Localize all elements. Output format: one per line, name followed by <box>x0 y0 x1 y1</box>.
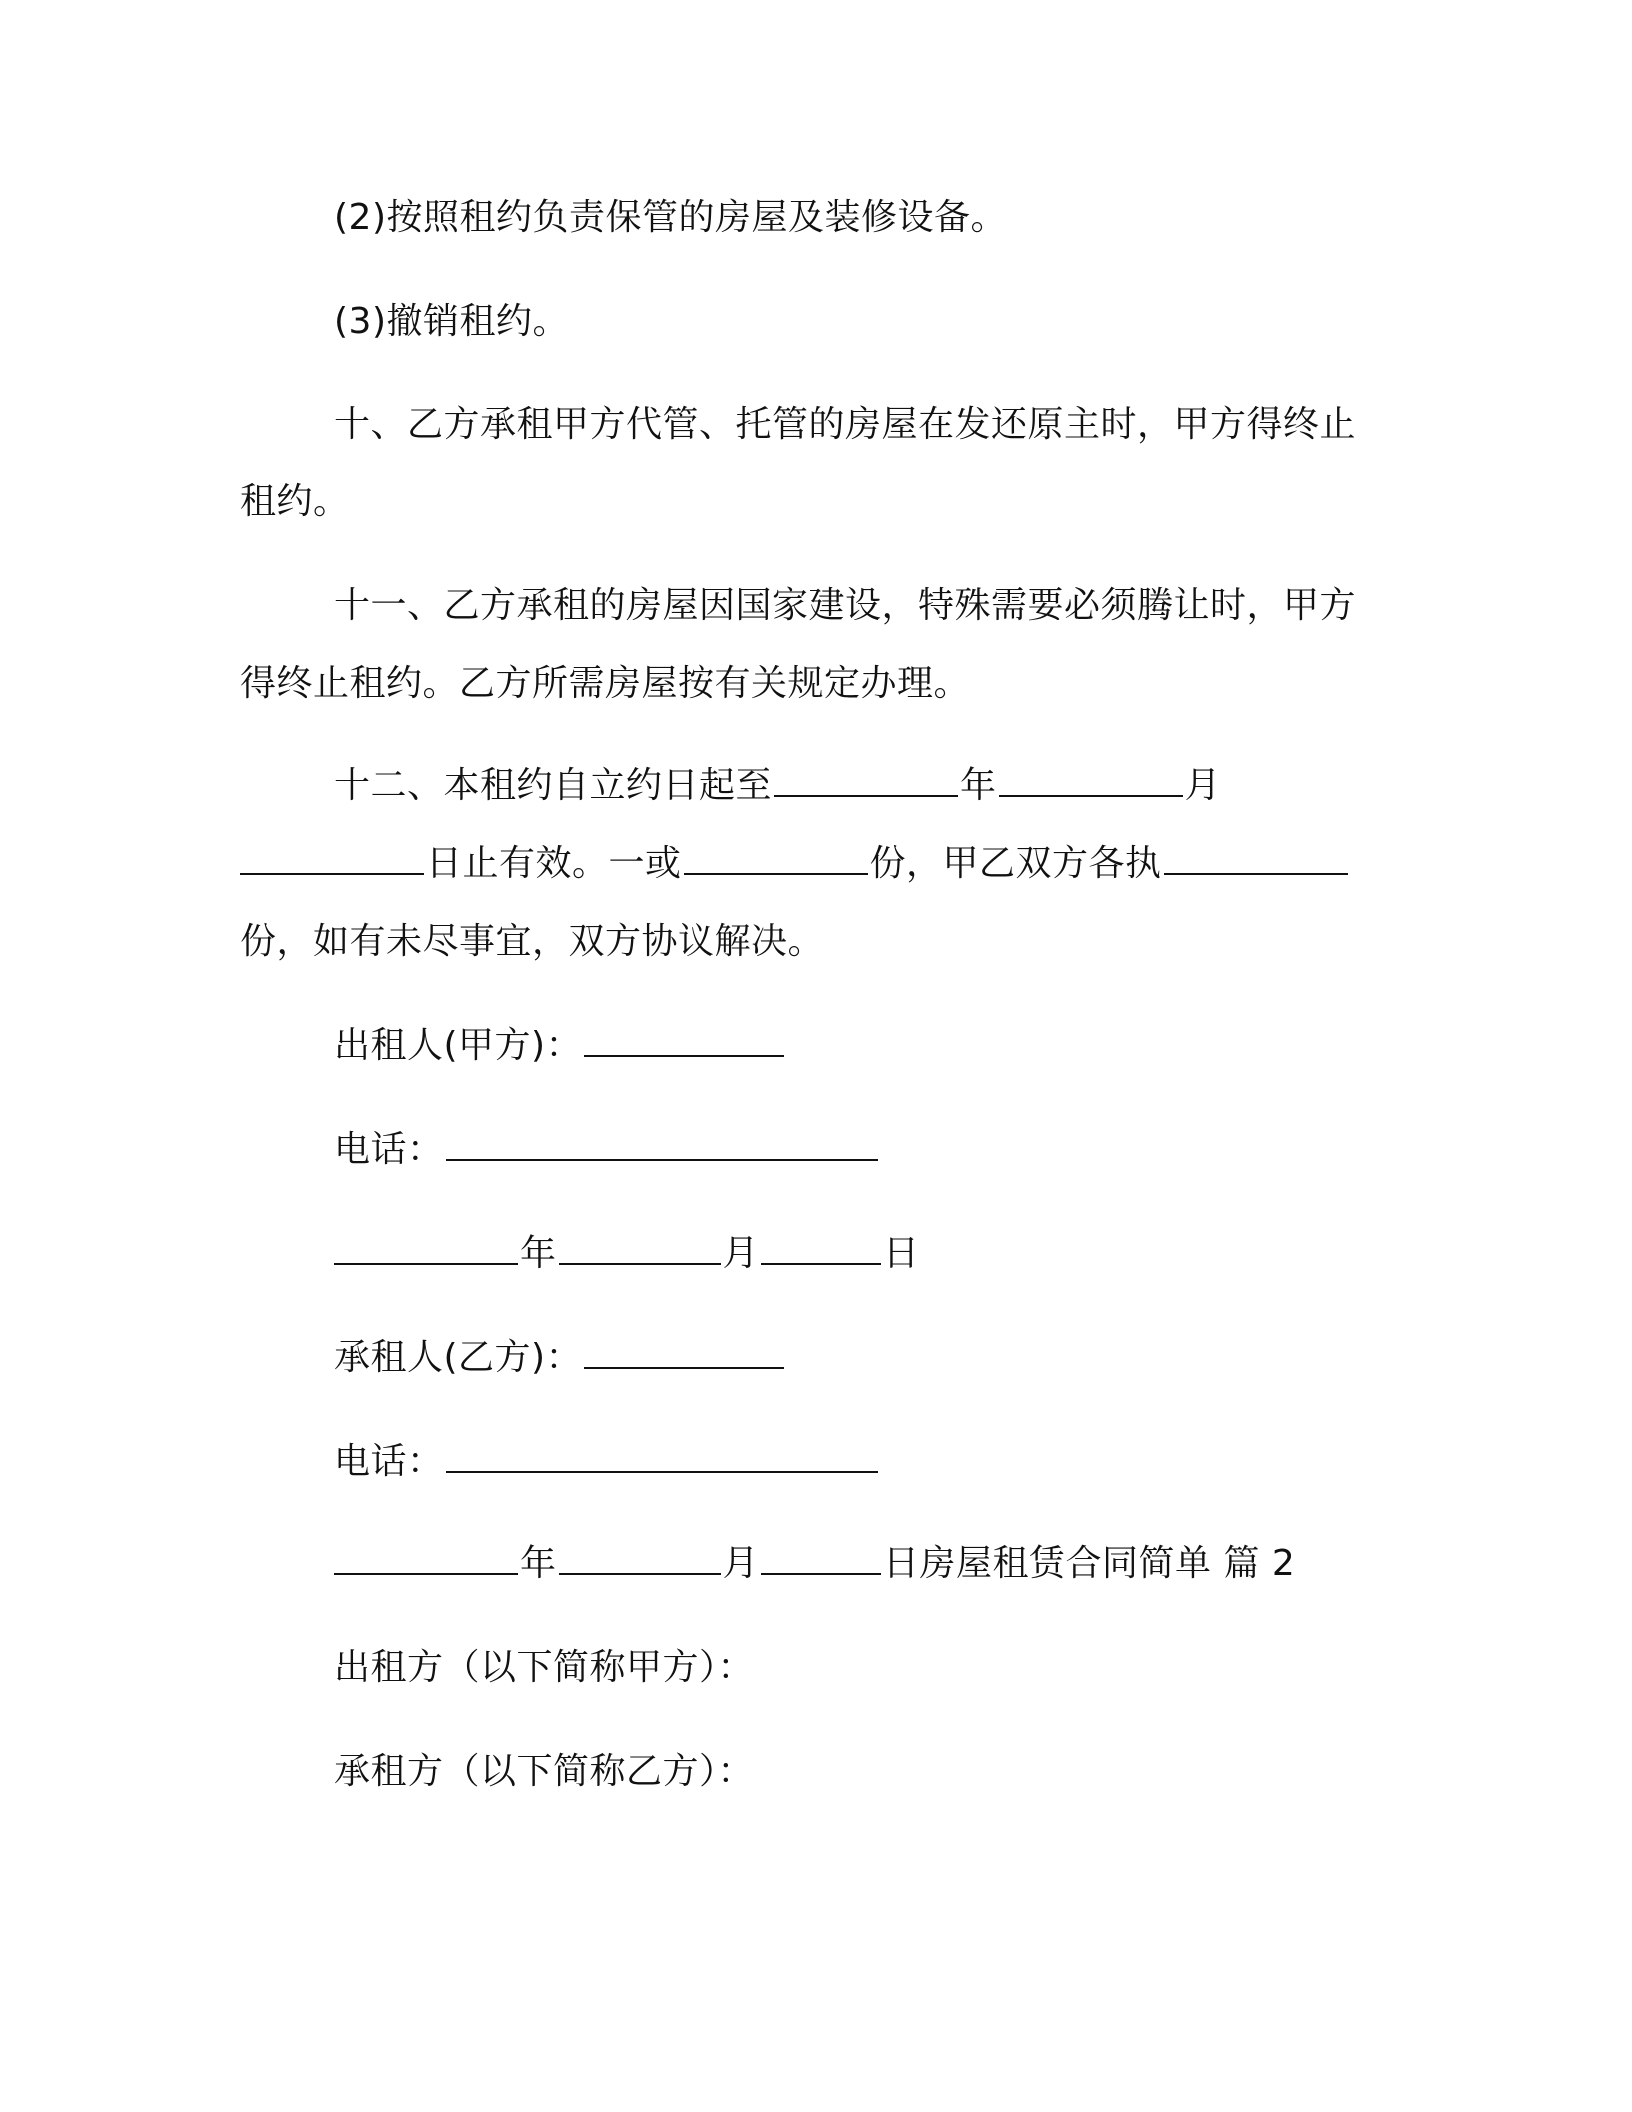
lessee-label: 承租人(乙方)： <box>334 1337 583 1378</box>
fill-blank[interactable] <box>240 843 424 875</box>
clause-11-line-1 <box>334 584 1494 628</box>
lessee-phone-blank[interactable] <box>446 1441 878 1473</box>
clause-text: 得终止租约。乙方所需房屋按有关规定办理。 <box>240 663 971 704</box>
clause-text: 十二、本租约自立约日起至 <box>334 765 773 806</box>
clause-10-line-1 <box>334 403 1494 447</box>
phone-label: 电话： <box>334 1129 444 1170</box>
day-blank[interactable] <box>761 1233 881 1265</box>
lessor-party-line <box>334 1646 1494 1690</box>
lessor-label: 出租人(甲方)： <box>334 1025 583 1066</box>
clause-9-item-3 <box>334 300 1494 344</box>
year-label: 年 <box>520 1543 557 1584</box>
lessor-signature-line <box>334 1024 1494 1068</box>
year-blank[interactable] <box>334 1233 518 1265</box>
fill-blank[interactable] <box>999 765 1183 797</box>
clause-9-item-2 <box>334 196 1494 240</box>
fill-blank[interactable] <box>774 765 958 797</box>
month-label: 月 <box>722 1543 760 1584</box>
clause-11-line-2 <box>240 662 1400 706</box>
day-label: 日 <box>883 1233 920 1274</box>
lessee-signature-line <box>334 1336 1494 1380</box>
clause-12-line-2 <box>240 842 1400 886</box>
clause-text: (2)按照租约负责保管的房屋及装修设备。 <box>334 197 1007 238</box>
lessee-name-blank[interactable] <box>584 1337 784 1369</box>
clause-text: 十、乙方承租甲方代管、托管的房屋在发还原主时，甲方得终止 <box>334 404 1357 445</box>
year-label: 年 <box>520 1233 557 1274</box>
fill-blank[interactable] <box>684 843 868 875</box>
clause-text: 年 <box>960 765 997 806</box>
clause-12-line-1 <box>334 764 1494 808</box>
clause-text: (3)撤销租约。 <box>334 301 569 342</box>
month-blank[interactable] <box>559 1543 721 1575</box>
lessee-date-line <box>334 1542 1494 1586</box>
lessor-phone-line <box>334 1128 1494 1172</box>
clause-text: 份，如有未尽事宜，双方协议解决。 <box>240 921 825 962</box>
lessor-name-blank[interactable] <box>584 1025 784 1057</box>
lessor-phone-blank[interactable] <box>446 1129 878 1161</box>
lessee-party-label: 承租方（以下简称乙方）： <box>334 1751 755 1792</box>
month-blank[interactable] <box>559 1233 721 1265</box>
clause-text: 十一、乙方承租的房屋因国家建设，特殊需要必须腾让时，甲方 <box>334 585 1357 626</box>
day-blank[interactable] <box>761 1543 881 1575</box>
lessor-date-line <box>334 1232 1494 1276</box>
clause-12-line-3 <box>240 920 1400 964</box>
clause-text: 日止有效。一或 <box>426 843 682 884</box>
month-label: 月 <box>722 1233 760 1274</box>
lessee-phone-line <box>334 1440 1494 1484</box>
lessor-party-label: 出租方（以下简称甲方）： <box>334 1647 755 1688</box>
clause-text: 月 <box>1184 765 1222 806</box>
year-blank[interactable] <box>334 1543 518 1575</box>
clause-text: 租约。 <box>240 481 350 522</box>
day-and-section-title: 日房屋租赁合同简单 篇 2 <box>883 1543 1296 1584</box>
fill-blank[interactable] <box>1164 843 1348 875</box>
lessee-party-line <box>334 1750 1494 1794</box>
clause-text: 份，甲乙双方各执 <box>869 843 1162 884</box>
phone-label: 电话： <box>334 1441 444 1482</box>
clause-10-line-2 <box>240 480 1400 524</box>
